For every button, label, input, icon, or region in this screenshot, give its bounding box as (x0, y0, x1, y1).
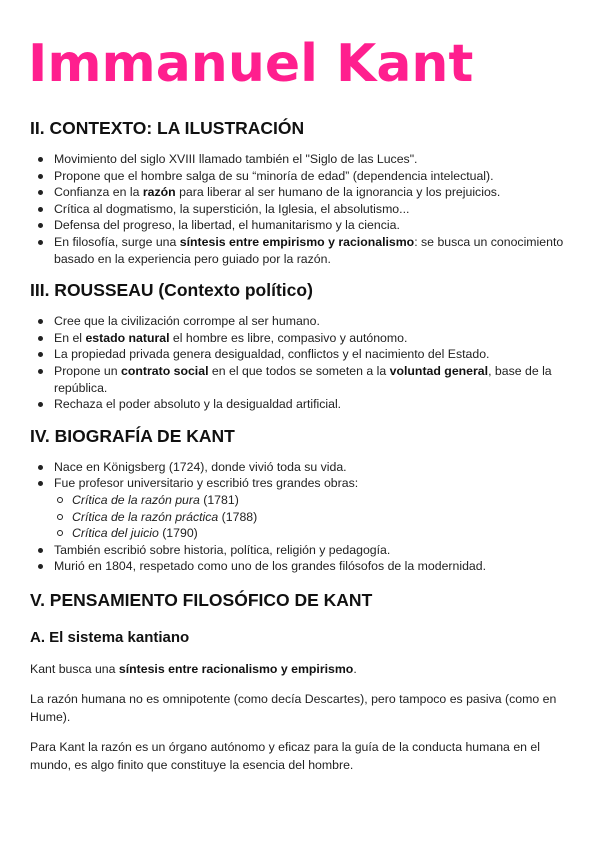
section-heading-rousseau: III. ROUSSEAU (Contexto político) (30, 280, 313, 301)
list-item: Cree que la civilización corrompe al ser humano. (30, 313, 575, 330)
list-item: Propone que el hombre salga de su “minoría de edad” (dependencia intelectual). (30, 168, 575, 185)
section-list-biografia (30, 459, 575, 575)
paragraph: Kant busca una síntesis entre racionalismo y empirismo. (30, 661, 357, 676)
list-item: Rechaza el poder absoluto y la desigualdad artificial. (30, 396, 575, 413)
list-item: También escribió sobre historia, política, religión y pedagogía. (30, 542, 575, 559)
list-item: En el estado natural el hombre es libre, compasivo y autónomo. (30, 330, 575, 347)
list-item: En filosofía, surge una síntesis entre empirismo y racionalismo: se busca un conocimiento basado en la experiencia pero guiado por la razón. (30, 234, 575, 267)
paragraph: Para Kant la razón es un órgano autónomo y eficaz para la guía de la conducta humana en el mundo, es algo finito que constituye la esencia del hombre. (30, 740, 540, 772)
list-item: Nace en Königsberg (1724), donde vivió toda su vida. (30, 459, 575, 476)
sub-list-item: Crítica de la razón pura (1781) (30, 492, 575, 509)
list-item: Fue profesor universitario y escribió tres grandes obras: (30, 475, 575, 492)
section-heading-contexto: II. CONTEXTO: LA ILUSTRACIÓN (30, 118, 305, 138)
paragraph: La razón humana no es omnipotente (como decía Descartes), pero tampoco es pasiva (como en Hume). (30, 692, 557, 724)
list-item: Crítica al dogmatismo, la superstición, la Iglesia, el absolutismo... (30, 201, 575, 218)
list-item: La propiedad privada genera desigualdad, conflictos y el nacimiento del Estado. (30, 346, 575, 363)
list-item: Confianza en la razón para liberar al ser humano de la ignorancia y los prejuicios. (30, 184, 575, 201)
section-heading-biografia: IV. BIOGRAFÍA DE KANT (30, 425, 235, 446)
document-page (30, 34, 575, 774)
subsection-heading: A. El sistema kantiano (30, 628, 190, 646)
list-item: Propone un contrato social en el que todos se someten a la voluntad general, base de la república. (30, 363, 575, 396)
list-item: Murió en 1804, respetado como uno de los grandes filósofos de la modernidad. (30, 558, 575, 575)
sub-list-item: Crítica de la razón práctica (1788) (30, 509, 575, 526)
list-item: Movimiento del siglo XVIII llamado también el "Siglo de las Luces". (30, 151, 575, 168)
section-list-contexto (30, 151, 575, 267)
sub-list-item: Crítica del juicio (1790) (30, 525, 575, 542)
document-title: Immanuel Kant (28, 34, 474, 94)
section-list-rousseau (30, 313, 575, 413)
section-heading-pensamiento: V. PENSAMIENTO FILOSÓFICO DE KANT (30, 589, 373, 610)
list-item: Defensa del progreso, la libertad, el humanitarismo y la ciencia. (30, 217, 575, 234)
